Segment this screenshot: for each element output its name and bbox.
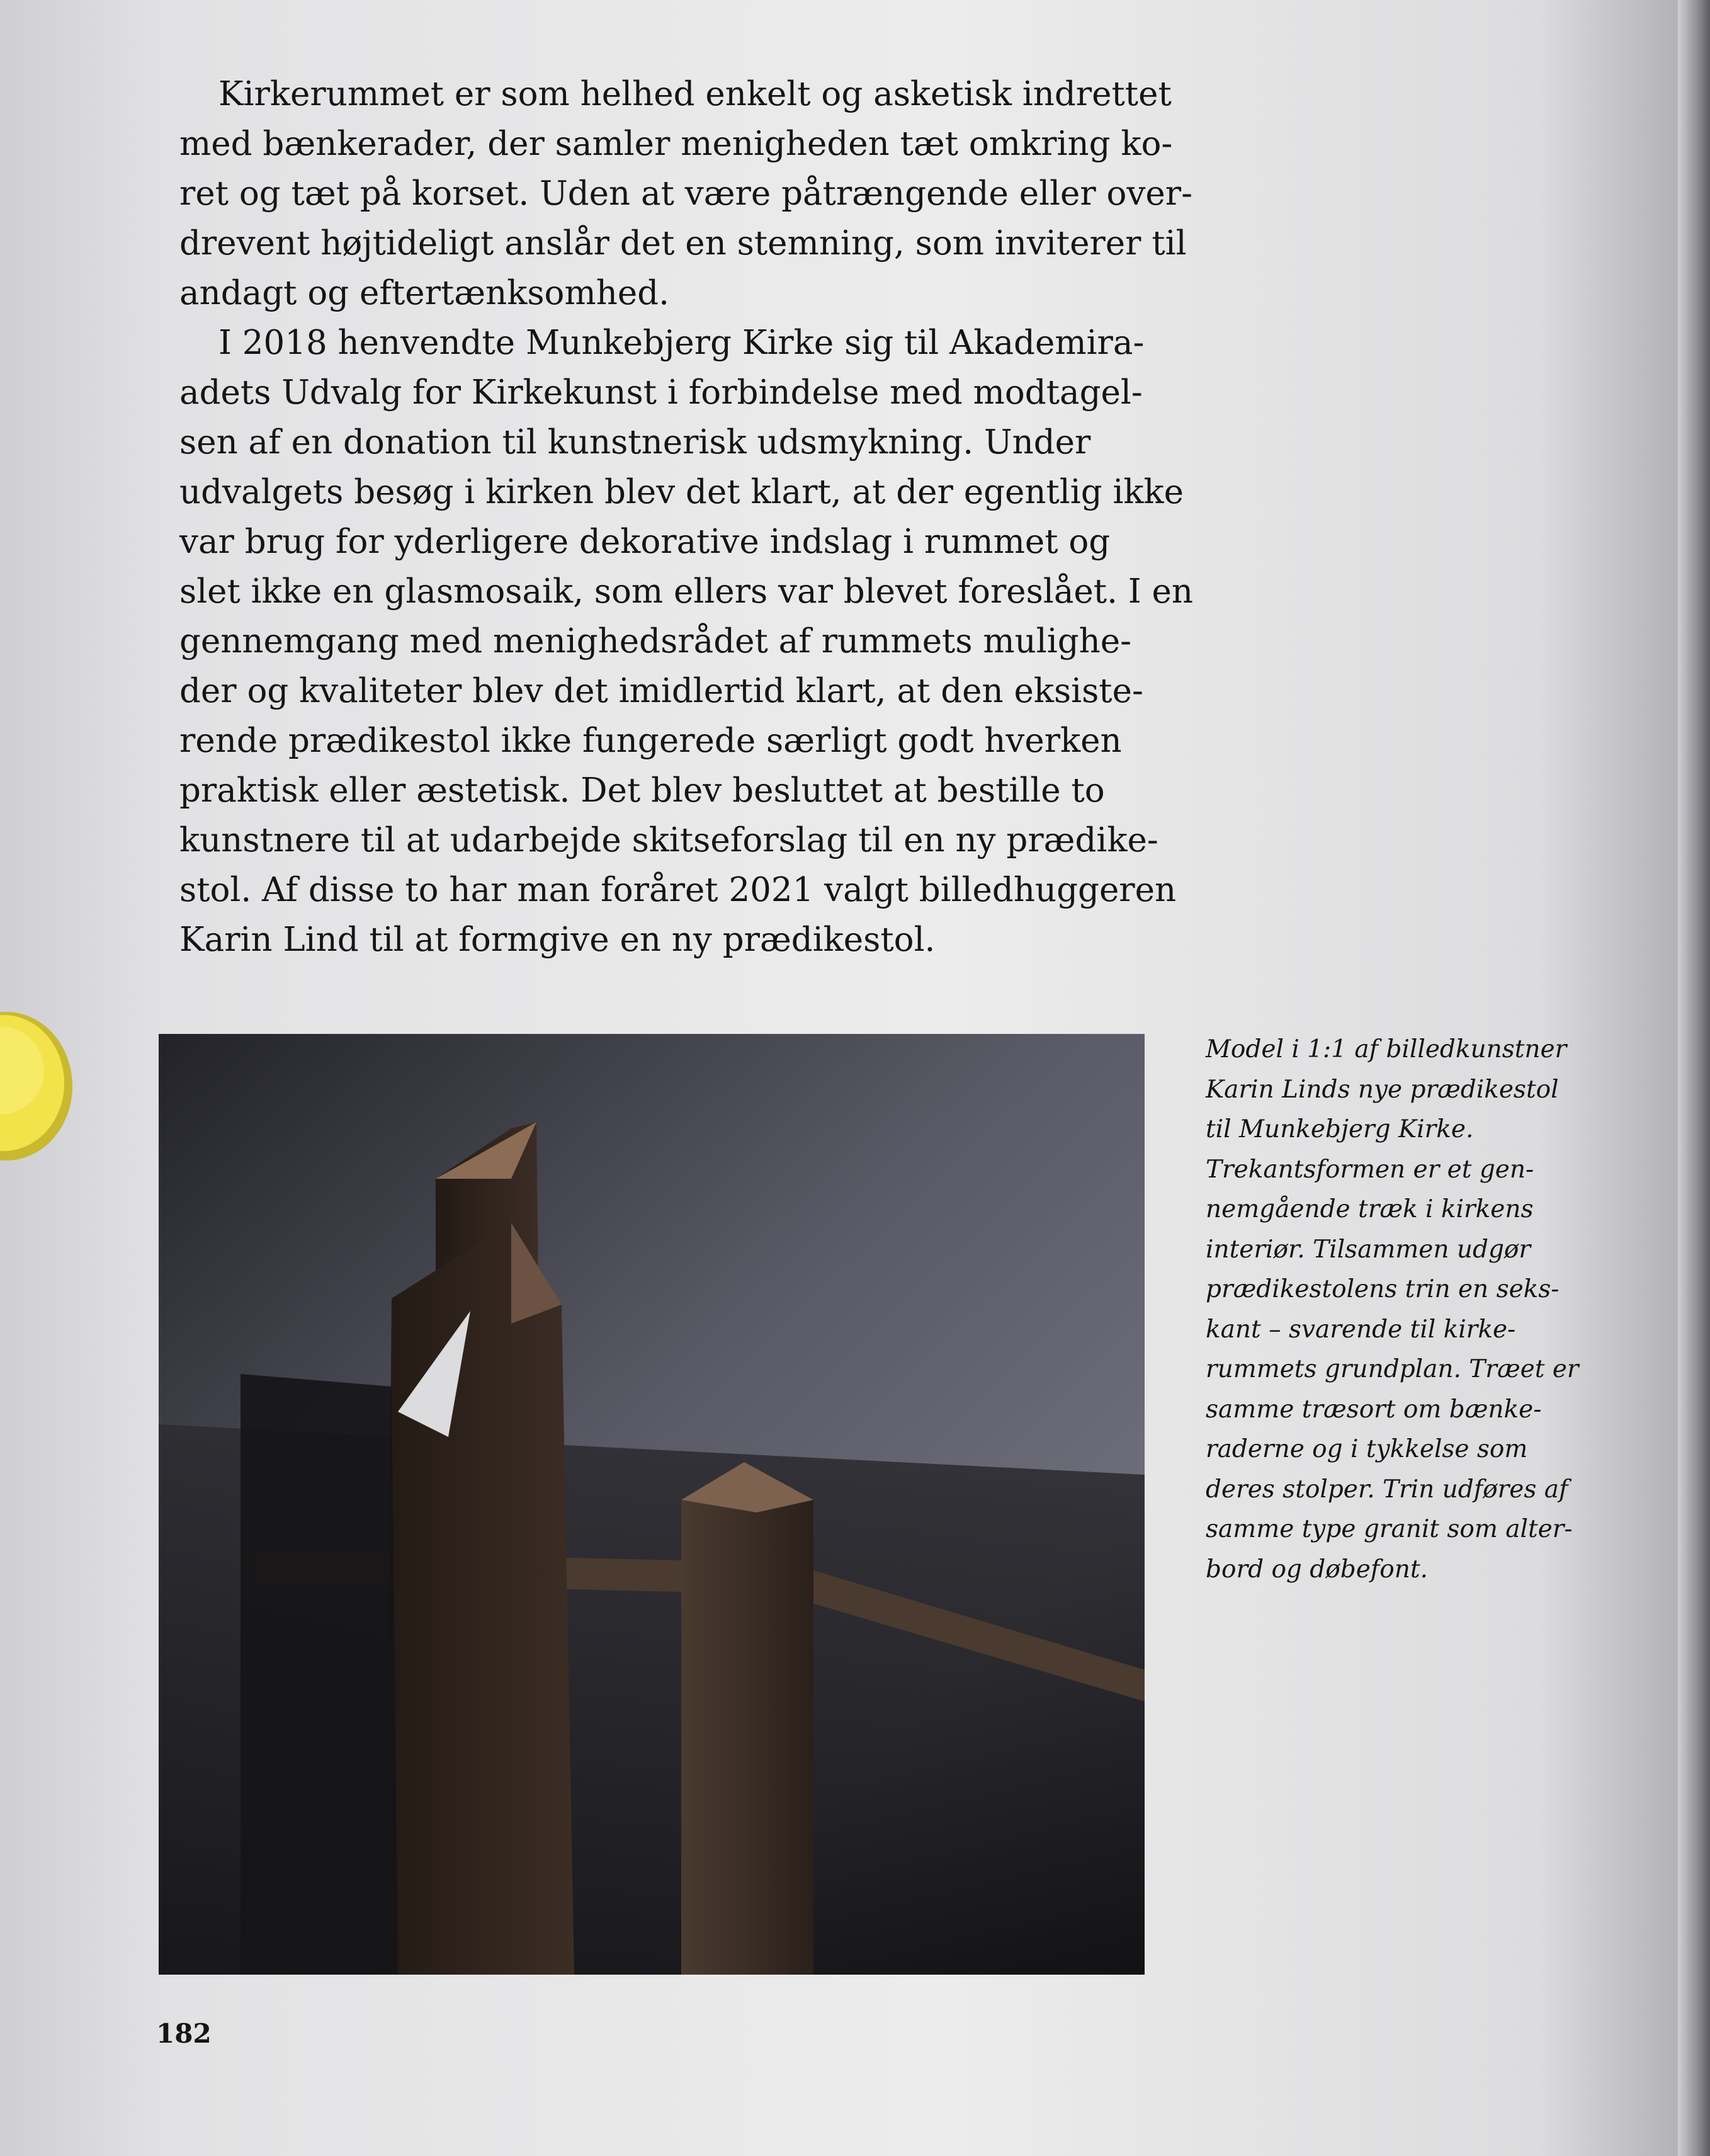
text-line: Karin Lind til at formgive en ny prædikestol. bbox=[179, 921, 936, 959]
text-line: praktisk eller æstetisk. Det blev besluttet at bestille to bbox=[179, 771, 1105, 810]
text-line: gennemgang med menighedsrådet af rummets mulighe- bbox=[179, 622, 1132, 661]
photo-caption bbox=[1206, 1030, 1646, 1589]
caption-line: deres stolper. Trin udføres af bbox=[1206, 1475, 1568, 1504]
caption-line: Karin Linds nye prædikestol bbox=[1206, 1075, 1559, 1104]
page-number: 182 bbox=[156, 2018, 212, 2049]
caption-line: prædikestolens trin en seks- bbox=[1206, 1275, 1560, 1303]
caption-line: bord og døbefont. bbox=[1206, 1555, 1428, 1584]
text-line: var brug for yderligere dekorative indslag i rummet og bbox=[179, 523, 1111, 561]
text-line: I 2018 henvendte Munkebjerg Kirke sig til Akademira- bbox=[218, 324, 1145, 362]
caption-line: Model i 1:1 af billedkunstner bbox=[1206, 1035, 1567, 1064]
text-line: med bænkerader, der samler menigheden tæt omkring ko- bbox=[179, 125, 1173, 163]
caption-line: til Munkebjerg Kirke. bbox=[1206, 1115, 1474, 1143]
text-line: kunstnere til at udarbejde skitseforslag til en ny prædike- bbox=[179, 821, 1158, 860]
caption-line: kant – svarende til kirke- bbox=[1206, 1315, 1516, 1344]
caption-line: samme træsort om bænke- bbox=[1206, 1395, 1542, 1424]
yellow-clip-icon bbox=[0, 1001, 76, 1171]
text-line: stol. Af disse to har man foråret 2021 valgt billedhuggeren bbox=[179, 871, 1177, 909]
caption-line: Trekantsformen er et gen- bbox=[1206, 1155, 1534, 1184]
caption-line: interiør. Tilsammen udgør bbox=[1206, 1235, 1531, 1264]
caption-line: samme type granit som alter- bbox=[1206, 1515, 1573, 1543]
page-edge-shadow bbox=[1678, 0, 1710, 2156]
text-line: rende prædikestol ikke fungerede særligt godt hverken bbox=[179, 722, 1122, 760]
pulpit-model-photo bbox=[159, 1034, 1145, 1975]
caption-line: nemgående træk i kirkens bbox=[1206, 1195, 1534, 1223]
text-line: sen af en donation til kunstnerisk udsmykning. Under bbox=[179, 423, 1091, 462]
text-line: Kirkerummet er som helhed enkelt og asketisk indrettet bbox=[218, 75, 1172, 113]
text-line: udvalgets besøg i kirken blev det klart, at der egentlig ikke bbox=[179, 473, 1184, 511]
caption-line: rummets grundplan. Træet er bbox=[1206, 1355, 1579, 1383]
body-text bbox=[179, 69, 1194, 965]
text-line: andagt og eftertænksomhed. bbox=[179, 274, 669, 312]
text-line: slet ikke en glasmosaik, som ellers var blevet foreslået. I en bbox=[179, 572, 1194, 611]
text-line: adets Udvalg for Kirkekunst i forbindelse med modtagel- bbox=[179, 373, 1143, 412]
text-line: der og kvaliteter blev det imidlertid klart, at den eksiste- bbox=[179, 672, 1143, 710]
text-line: drevent højtideligt anslår det en stemning, som inviterer til bbox=[179, 224, 1187, 263]
caption-line: raderne og i tykkelse som bbox=[1206, 1435, 1528, 1463]
text-line: ret og tæt på korset. Uden at være påtrængende eller over- bbox=[179, 174, 1193, 213]
pulpit-model-illustration bbox=[159, 1034, 1145, 1975]
